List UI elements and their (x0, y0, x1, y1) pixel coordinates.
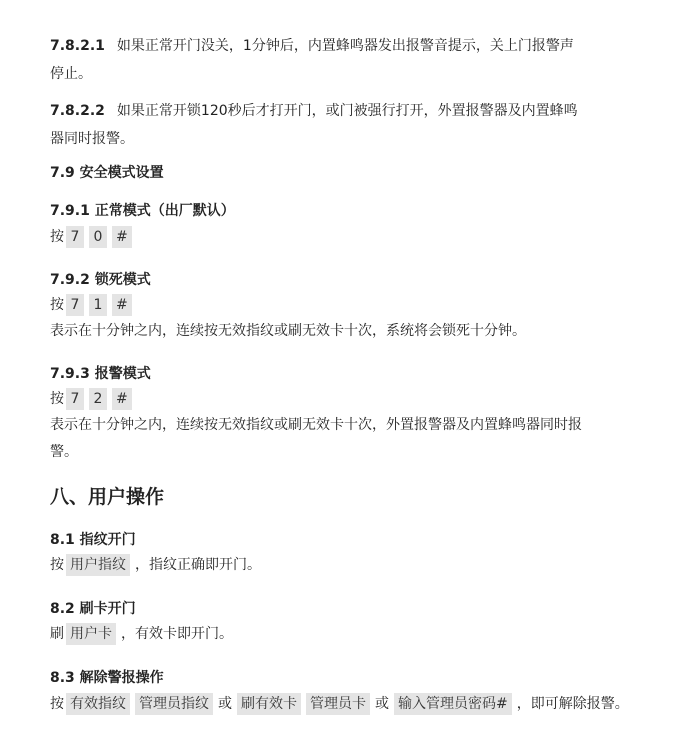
para-text: 如果正常开锁120秒后才打开门，或门被强行打开，外置报警器及内置蜂鸣 (116, 103, 578, 119)
para-7-8-2-2-line1 (50, 101, 665, 121)
press-label: 按 (50, 696, 64, 712)
key-user-fingerprint: 用户指纹 (66, 554, 130, 576)
instr-rest: ，指纹正确即开门。 (135, 557, 261, 573)
key-admin-card: 管理员卡 (306, 693, 370, 715)
press-label: 按 (50, 297, 64, 313)
heading-8-2: 8.2 刷卡开门 (50, 601, 136, 617)
or-label: 或 (375, 696, 389, 712)
desc-7-9-3-line1: 表示在十分钟之内，连续按无效指纹或刷无效卡十次，外置报警器及内置蜂鸣器同时报 (50, 417, 582, 433)
instr-rest: ，即可解除报警。 (516, 696, 629, 712)
para-7-8-2-1-line1 (50, 36, 665, 56)
key-7: 7 (66, 388, 84, 410)
press-label: 按 (50, 391, 64, 407)
para-7-8-2-1-line2 (50, 64, 665, 84)
key-7: 7 (66, 294, 84, 316)
press-label: 按 (50, 229, 64, 245)
instr-rest: ，有效卡即开门。 (121, 626, 233, 642)
key-user-card: 用户卡 (66, 623, 116, 645)
key-0: 0 (89, 226, 107, 248)
key-hash: # (112, 388, 132, 410)
key-2: 2 (89, 388, 107, 410)
press-label: 刷 (50, 626, 64, 642)
key-7: 7 (66, 226, 84, 248)
key-1: 1 (89, 294, 107, 316)
instr-8-1 (50, 554, 665, 576)
key-admin-fingerprint: 管理员指纹 (135, 693, 213, 715)
key-admin-password: 输入管理员密码# (394, 693, 512, 715)
key-hash: # (112, 226, 132, 248)
desc-7-9-3-line2: 警。 (50, 444, 78, 460)
press-label: 按 (50, 557, 64, 573)
key-swipe-valid-card: 刷有效卡 (237, 693, 301, 715)
desc-7-9-2: 表示在十分钟之内，连续按无效指纹或刷无效卡十次，系统将会锁死十分钟。 (50, 323, 526, 339)
heading-8-3: 8.3 解除警报操作 (50, 670, 164, 686)
heading-7-9: 7.9 安全模式设置 (50, 165, 164, 181)
heading-7-9-3: 7.9.3 报警模式 (50, 366, 151, 382)
heading-8-1: 8.1 指纹开门 (50, 532, 136, 548)
instr-8-3 (50, 693, 665, 715)
keys-7-9-3 (50, 388, 665, 410)
para-text: 器同时报警。 (50, 131, 134, 147)
or-label: 或 (218, 696, 232, 712)
heading-7-9-2: 7.9.2 锁死模式 (50, 272, 151, 288)
section-number: 7.8.2.2 (50, 103, 105, 119)
section-number: 7.8.2.1 (50, 38, 105, 54)
keys-7-9-1 (50, 226, 665, 248)
para-7-8-2-2-line2 (50, 129, 665, 149)
heading-7-9-1: 7.9.1 正常模式（出厂默认） (50, 203, 235, 219)
chapter-8-heading: 八、用户操作 (50, 486, 165, 508)
key-valid-fingerprint: 有效指纹 (66, 693, 130, 715)
key-hash: # (112, 294, 132, 316)
para-text: 停止。 (50, 66, 92, 82)
instr-8-2 (50, 623, 665, 645)
keys-7-9-2 (50, 294, 665, 316)
para-text: 如果正常开门没关，1分钟后，内置蜂鸣器发出报警音提示，关上门报警声 (116, 38, 574, 54)
